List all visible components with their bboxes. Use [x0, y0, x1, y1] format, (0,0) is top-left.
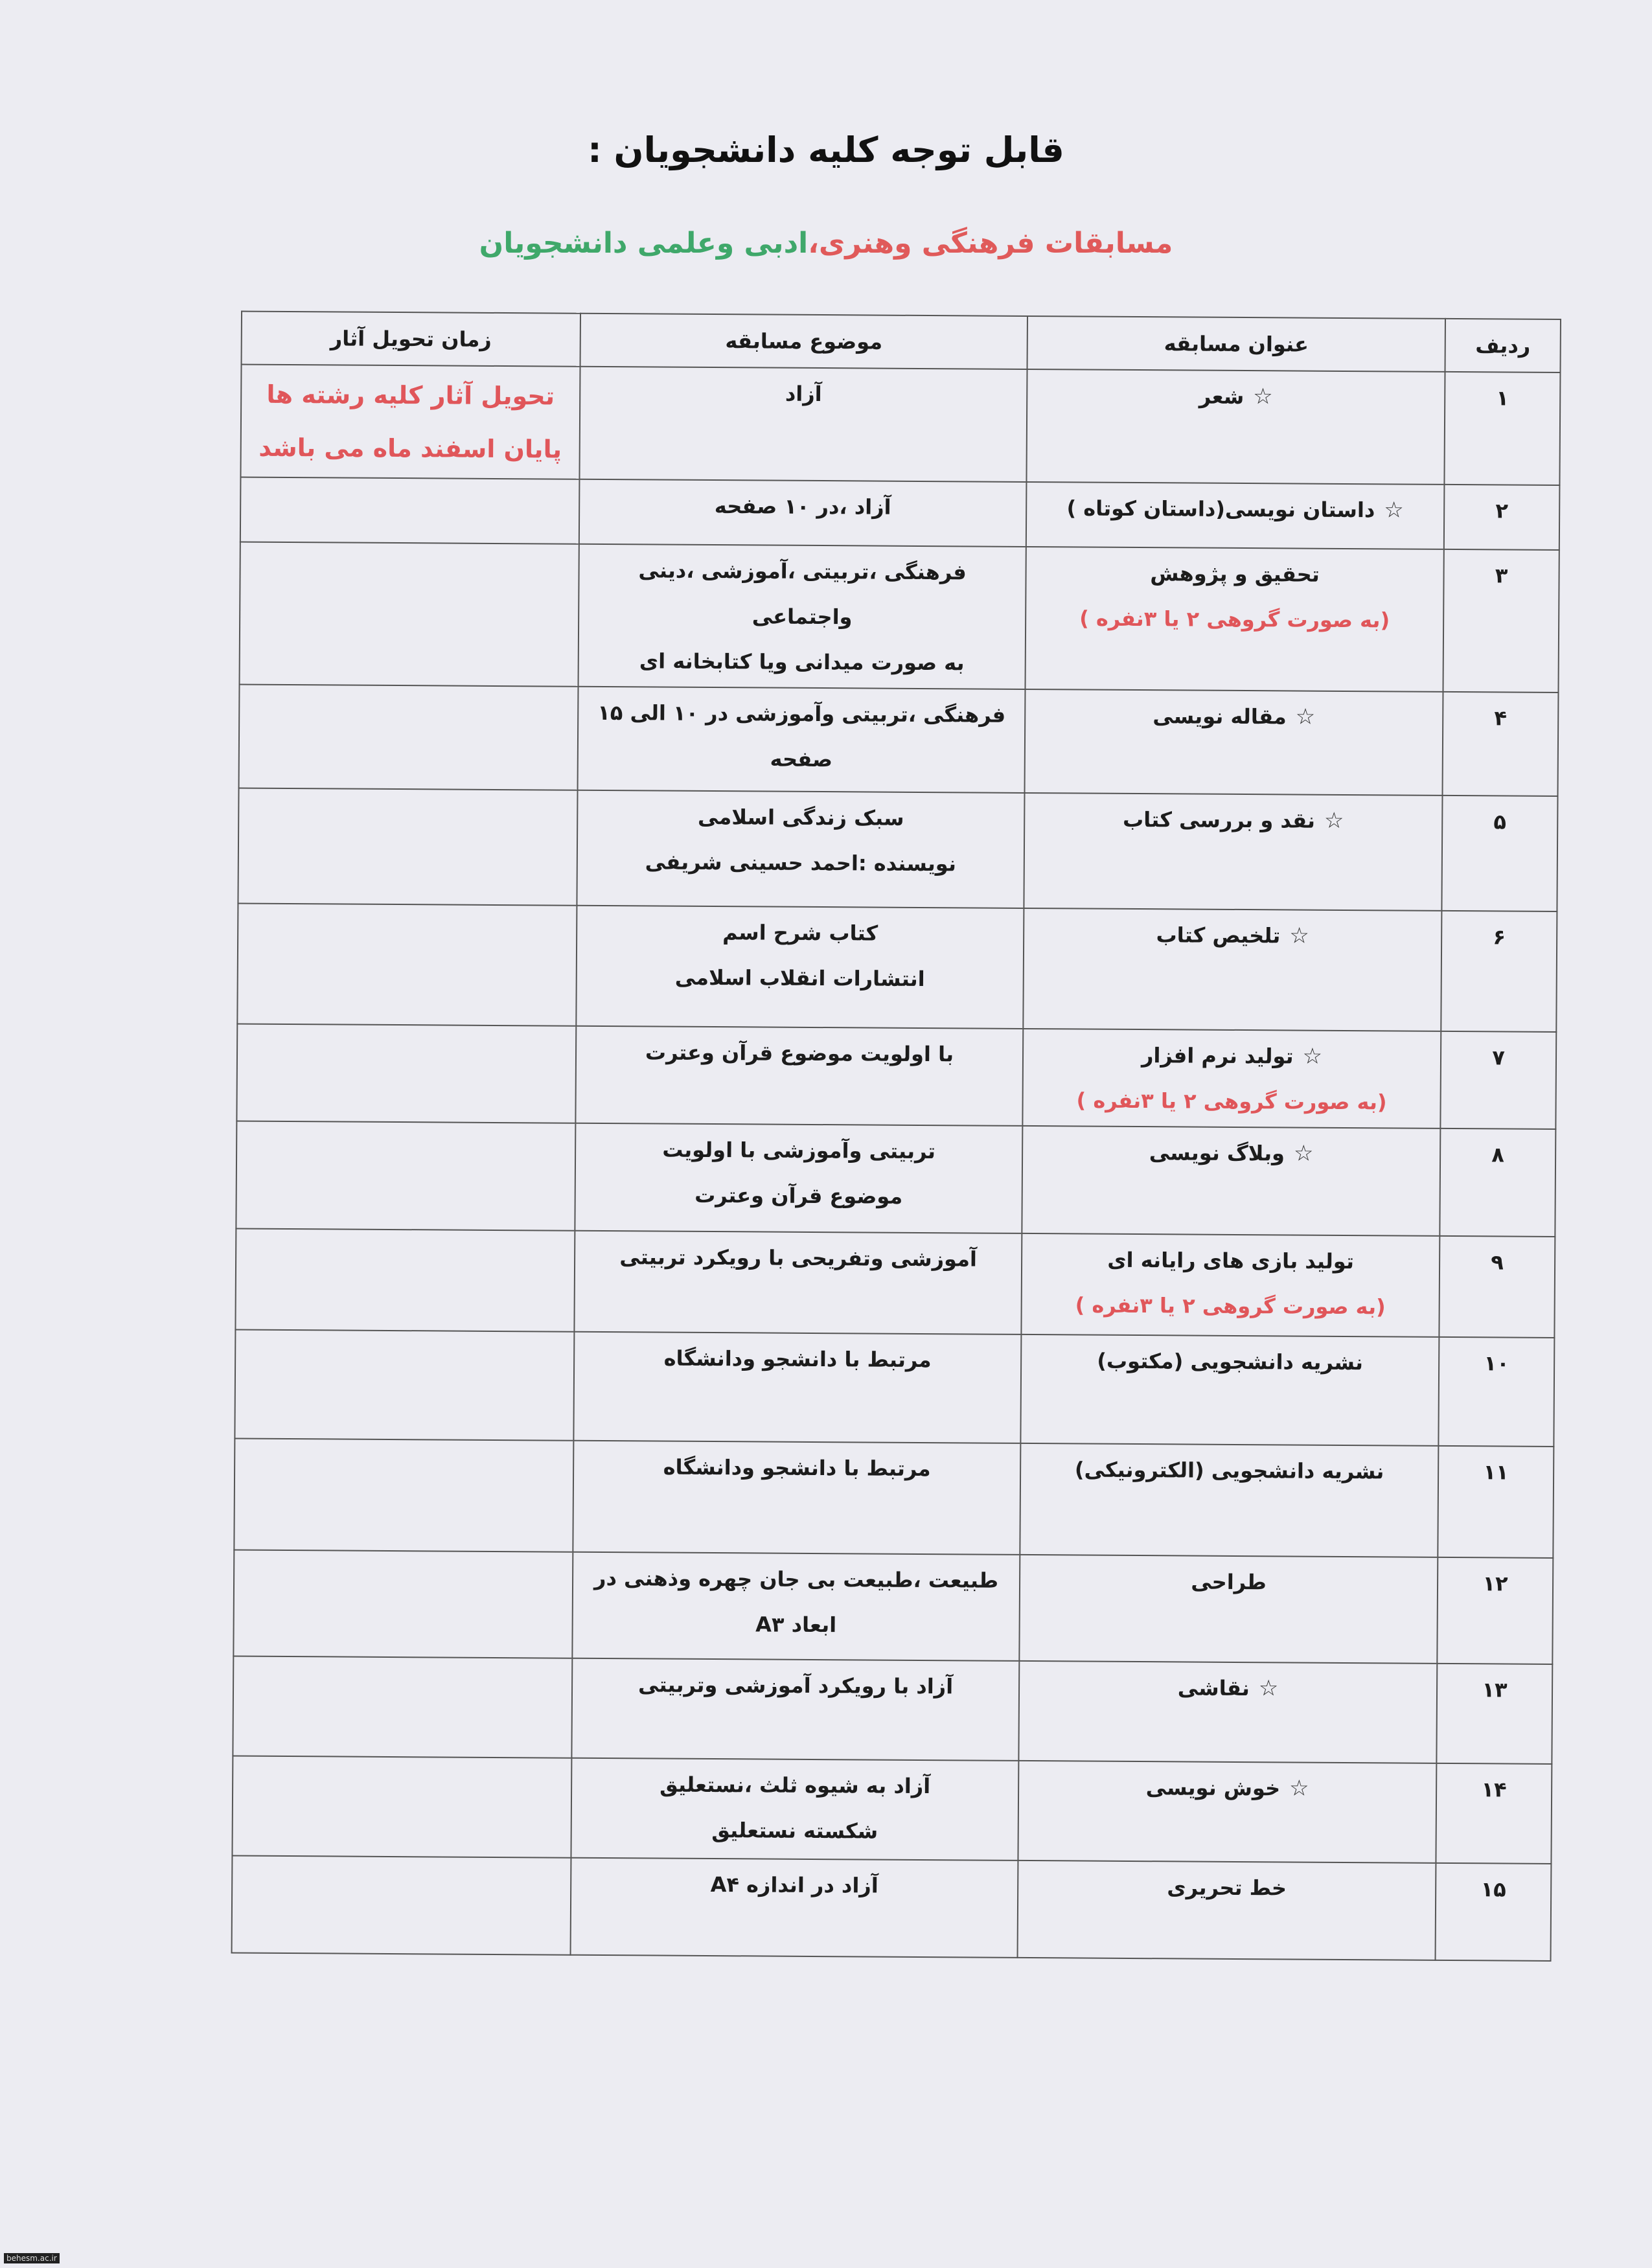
table-row	[232, 1856, 1552, 1961]
row-index: ۱۴	[1436, 1763, 1552, 1864]
row-delivery	[240, 365, 580, 479]
row-topic: آزاد	[579, 367, 1027, 482]
row-index: ۱۰	[1438, 1337, 1554, 1447]
row-topic: فرهنگی ،تربیتی وآموزشی در ۱۰ الی ۱۵ صفحه	[578, 687, 1026, 793]
row-title: ☆تلخیص کتاب	[1023, 908, 1441, 1031]
row-delivery	[232, 1856, 571, 1955]
row-title: ☆خوش نویسی	[1018, 1761, 1436, 1863]
row-topic: مرتبط با دانشجو ودانشگاه	[573, 1441, 1020, 1555]
table-row	[235, 1229, 1555, 1338]
row-title: نشریه دانشجویی (الکترونیکی)	[1020, 1443, 1438, 1557]
table-row	[234, 1439, 1554, 1558]
table-row	[240, 365, 1560, 485]
row-title: ☆نقد و بررسی کتاب	[1024, 793, 1442, 911]
row-topic: آزاد با رویکرد آموزشی وتربیتی	[571, 1658, 1019, 1761]
star-icon: ☆	[1384, 497, 1404, 523]
table-row	[233, 1656, 1552, 1764]
star-icon: ☆	[1295, 704, 1316, 730]
star-icon: ☆	[1258, 1675, 1279, 1702]
footer-stamp: behesm.ac.ir	[4, 2253, 60, 2263]
row-delivery	[237, 904, 577, 1026]
table-header-row	[242, 312, 1561, 372]
table-row	[236, 1121, 1555, 1237]
row-delivery	[240, 477, 580, 544]
row-topic: فرهنگی ،تربیتی ،آموزشی ،دینی واجتماعی به صورت میدانی ویا کتابخانه ای	[579, 544, 1026, 689]
row-title: تولید بازی های رایانه ای (به صورت گروهی ۲ یا ۳نفره )	[1021, 1233, 1440, 1337]
row-index: ۱۵	[1436, 1863, 1552, 1961]
row-topic: تربیتی وآموزشی با اولویت موضوع قرآن وعترت	[575, 1123, 1022, 1233]
row-index: ۷	[1440, 1031, 1556, 1129]
row-index: ۲	[1444, 485, 1560, 550]
table-row	[238, 788, 1557, 911]
table-row	[235, 1330, 1554, 1447]
row-index: ۹	[1439, 1236, 1555, 1338]
row-index: ۱	[1444, 372, 1560, 485]
delivery-note: تحویل آثار کلیه رشته ها	[266, 380, 555, 411]
table-row	[240, 542, 1559, 693]
delivery-note: پایان اسفند ماه می باشد	[258, 433, 562, 464]
star-icon: ☆	[1324, 807, 1344, 834]
header-topic: موضوع مسابقه	[580, 314, 1027, 369]
subtitle-part-cultural: مسابقات فرهنگی وهنری،	[808, 227, 1173, 260]
table-row	[232, 1756, 1552, 1864]
header-index: ردیف	[1445, 319, 1560, 372]
group-note: (به صورت گروهی ۲ یا ۳نفره )	[1075, 1292, 1386, 1320]
subtitle-part-literary: ادبی وعلمی دانشجویان	[479, 227, 809, 260]
row-index: ۱۳	[1436, 1664, 1552, 1764]
row-topic: کتاب شرح اسم انتشارات انقلاب اسلامی	[576, 906, 1024, 1029]
row-index: ۱۲	[1437, 1557, 1553, 1664]
row-title: طراحی	[1019, 1555, 1438, 1664]
star-icon: ☆	[1293, 1140, 1314, 1167]
competitions-table	[231, 311, 1561, 1962]
row-delivery	[233, 1550, 573, 1658]
row-index: ۵	[1441, 796, 1557, 911]
row-title: ☆داستان نویسی(داستان کوتاه )	[1026, 482, 1445, 549]
table-row	[233, 1550, 1553, 1664]
row-index: ۶	[1441, 911, 1557, 1032]
subtitle	[0, 227, 1652, 260]
row-title: ☆شعر	[1026, 369, 1445, 485]
row-topic: آزاد به شیوه ثلث ،نستعلیق شکسته نستعلیق	[571, 1758, 1018, 1861]
row-delivery	[240, 542, 579, 687]
row-title: تحقیق و پژوهش (به صورت گروهی ۲ یا ۳نفره )	[1025, 547, 1443, 692]
star-icon: ☆	[1289, 922, 1309, 949]
row-topic: طبیعت ،طبیعت بی جان چهره وذهنی در ابعاد A۳	[572, 1552, 1020, 1661]
header-title: عنوان مسابقه	[1027, 316, 1445, 372]
row-topic: مرتبط با دانشجو ودانشگاه	[573, 1332, 1021, 1443]
row-delivery	[232, 1756, 571, 1858]
table-row	[237, 904, 1557, 1032]
star-icon: ☆	[1289, 1775, 1309, 1802]
row-index: ۳	[1443, 549, 1559, 693]
row-delivery	[236, 1121, 575, 1231]
row-title: خط تحریری	[1018, 1861, 1436, 1960]
row-topic: با اولویت موضوع قرآن وعترت	[575, 1026, 1023, 1126]
page-title: قابل توجه کلیه دانشجویان :	[588, 130, 1064, 170]
table-row	[240, 477, 1560, 550]
row-topic: سبک زندگی اسلامی نویسنده :احمد حسینی شریفی	[577, 790, 1024, 908]
row-topic: آزاد ،در ۱۰ صفحه	[579, 479, 1027, 547]
row-title: ☆تولید نرم افزار (به صورت گروهی ۲ یا ۳نفره )	[1022, 1029, 1441, 1128]
row-topic: آزاد در اندازه A۴	[571, 1858, 1018, 1958]
star-icon: ☆	[1253, 384, 1273, 410]
row-index: ۱۱	[1438, 1446, 1554, 1558]
row-delivery	[236, 1024, 576, 1123]
row-delivery	[233, 1656, 572, 1758]
row-delivery	[239, 685, 579, 790]
header-delivery: زمان تحویل آثار	[242, 312, 580, 367]
star-icon: ☆	[1302, 1043, 1323, 1070]
row-title: ☆وبلاگ نویسی	[1022, 1126, 1440, 1236]
table-row	[239, 685, 1559, 796]
row-delivery	[234, 1439, 573, 1552]
row-delivery	[238, 788, 577, 906]
row-title: ☆نقاشی	[1018, 1661, 1437, 1763]
row-delivery	[235, 1229, 575, 1332]
row-delivery	[235, 1330, 574, 1441]
group-note: (به صورت گروهی ۲ یا ۳نفره )	[1079, 606, 1390, 633]
row-index: ۸	[1440, 1128, 1555, 1237]
row-topic: آموزشی وتفریحی با رویکرد تربیتی	[574, 1231, 1022, 1334]
row-index: ۴	[1443, 692, 1559, 796]
row-title: ☆مقاله نویسی	[1025, 689, 1443, 796]
table-row	[236, 1024, 1556, 1129]
group-note: (به صورت گروهی ۲ یا ۳نفره )	[1076, 1088, 1387, 1115]
row-title: نشریه دانشجویی (مکتوب)	[1020, 1334, 1439, 1446]
